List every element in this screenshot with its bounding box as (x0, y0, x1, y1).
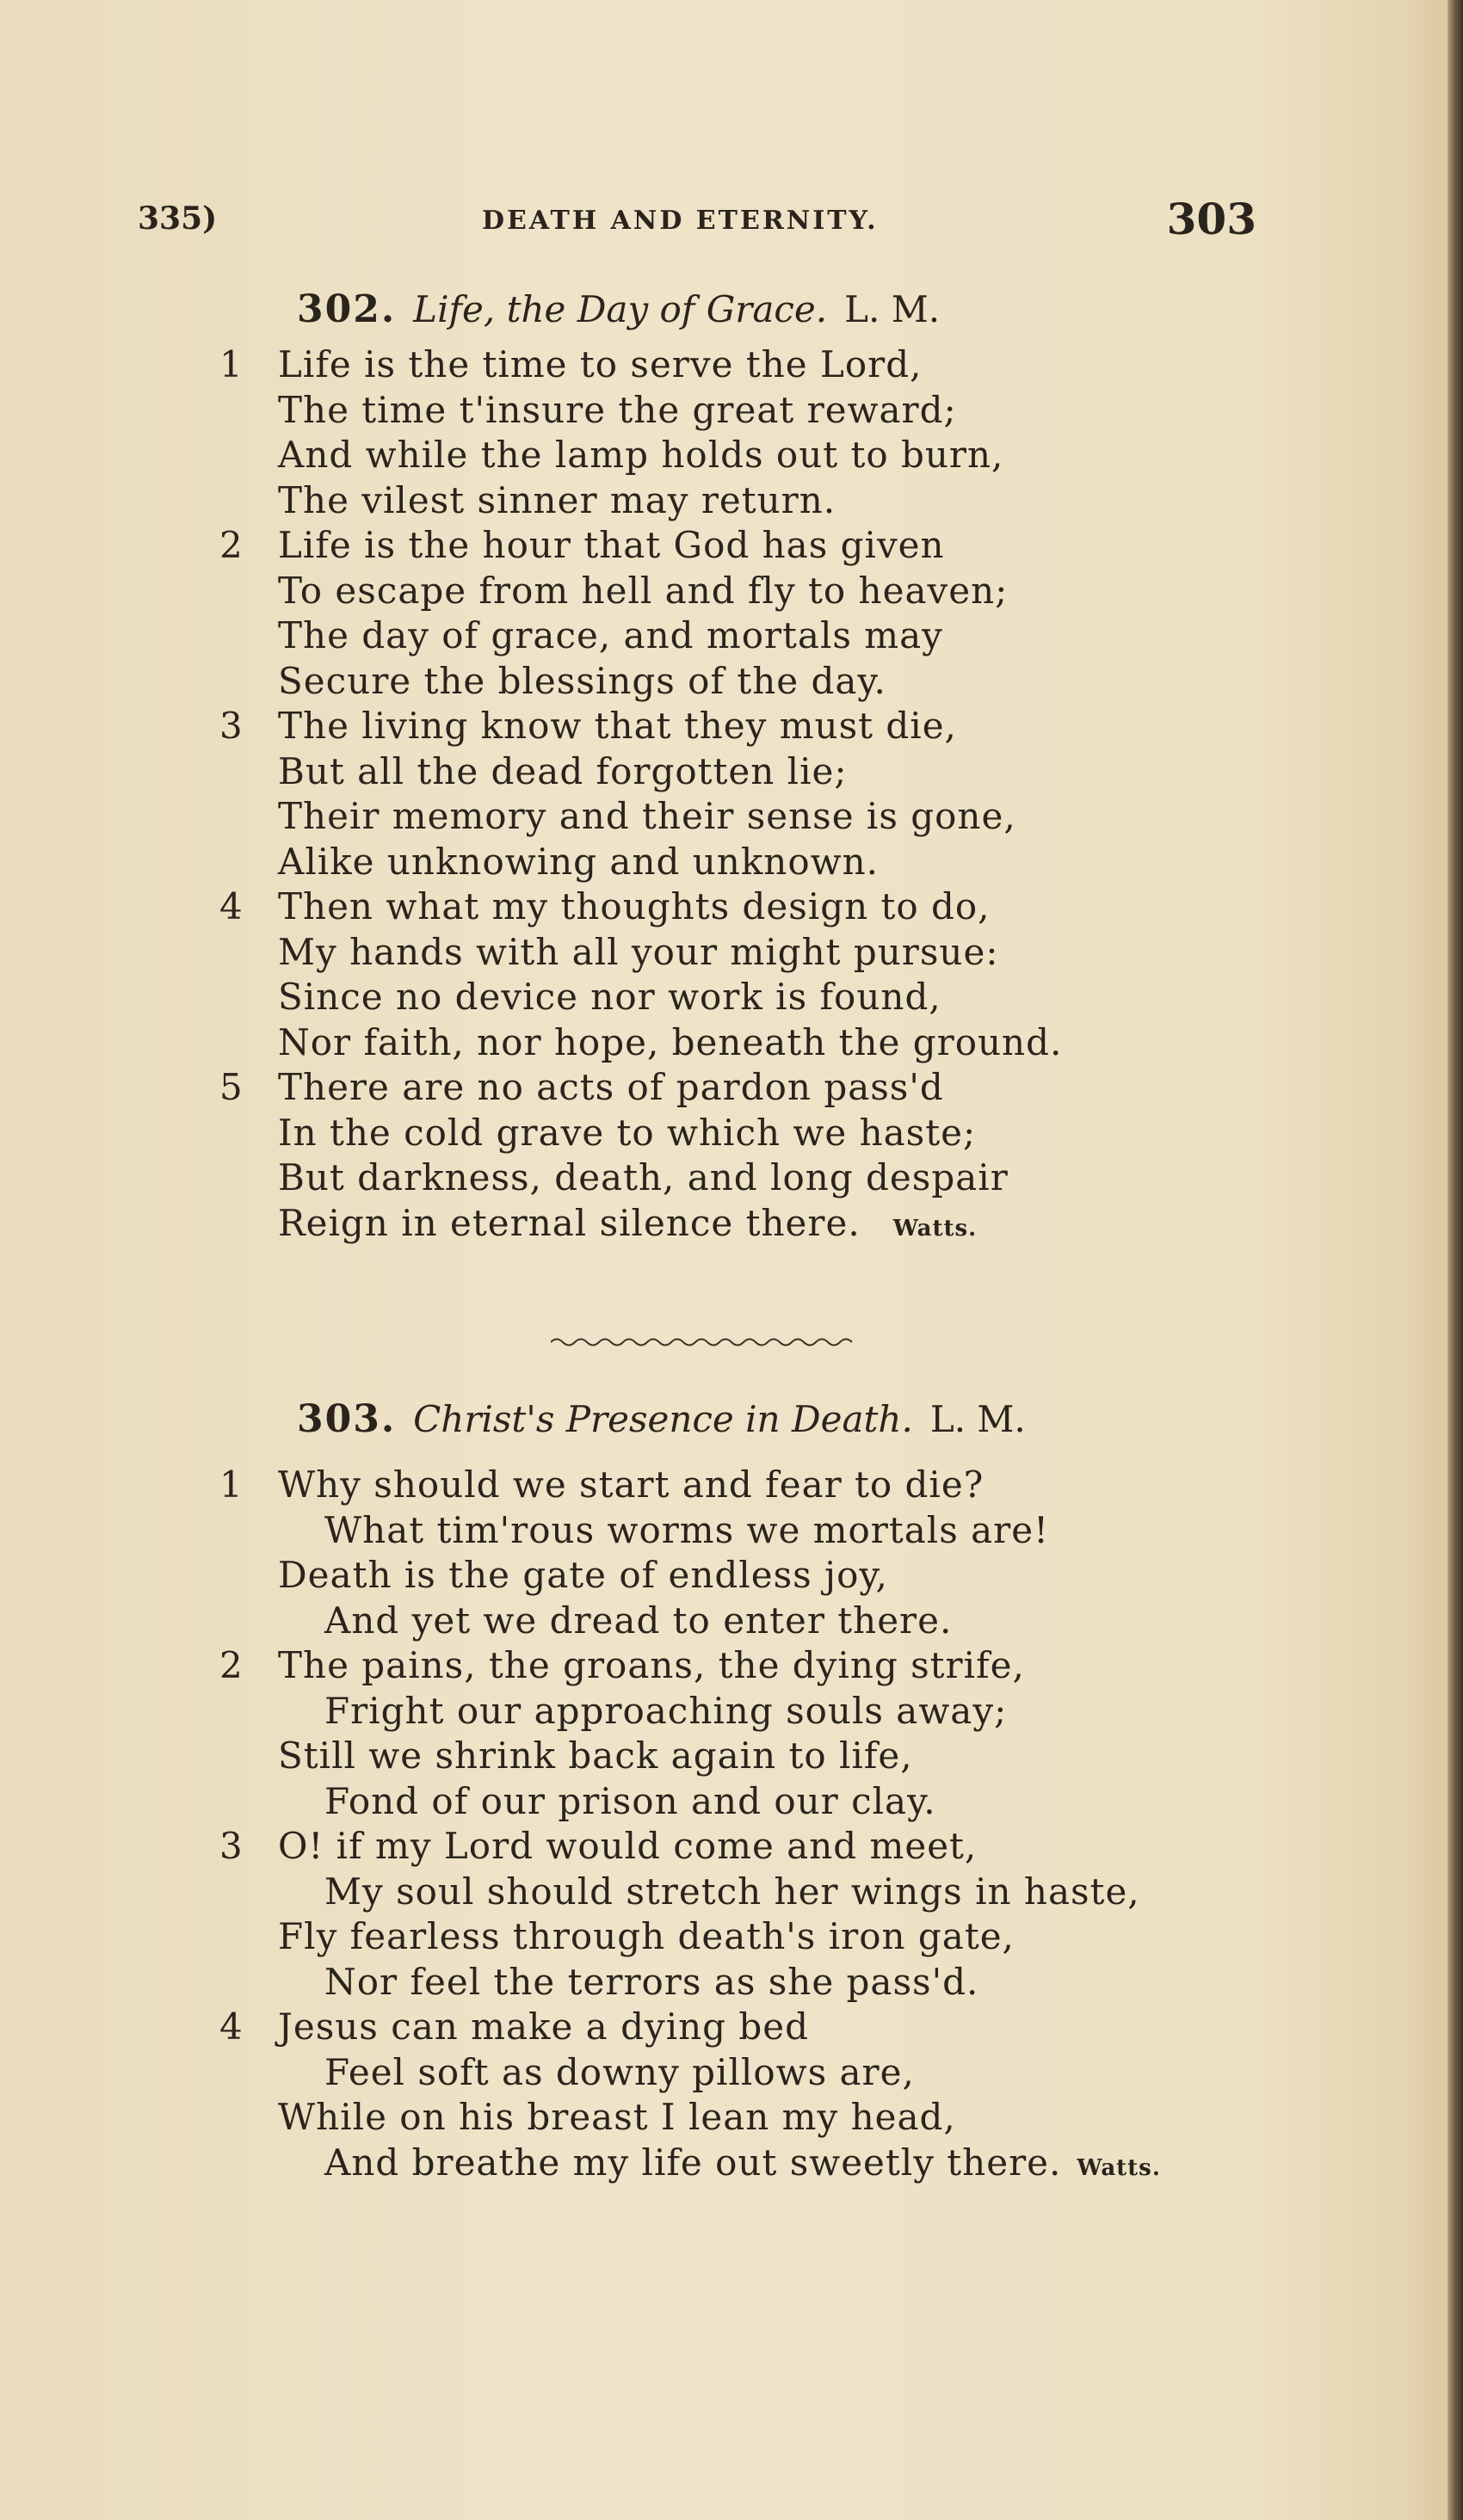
verse-line: To escape from hell and fly to heaven; (278, 569, 1009, 612)
ornamental-divider (551, 1334, 861, 1351)
verse-line: And yet we dread to enter there. (324, 1599, 953, 1642)
verse-number: 1 (219, 1463, 243, 1506)
verse-number: 2 (219, 1644, 243, 1686)
verse-line: Death is the gate of endless joy, (278, 1554, 888, 1596)
verse-line: Alike unknowing and unknown. (278, 840, 879, 883)
hymn-303 (219, 1394, 1295, 2190)
verse (219, 884, 1295, 1065)
verse-number: 1 (219, 343, 243, 385)
verse-line: But all the dead forgotten lie; (278, 749, 848, 792)
verse-line: The day of grace, and mortals may (278, 614, 943, 656)
verse-number: 5 (219, 1066, 243, 1108)
verse-line: The living know that they must die, (278, 705, 957, 747)
verse-line: O! if my Lord would come and meet, (278, 1825, 978, 1867)
hymn-title (297, 284, 1295, 336)
verse-line: Jesus can make a dying bed (278, 2006, 810, 2048)
verse-line: Their memory and their sense is gone, (278, 795, 1016, 837)
hymn-author: Watts. (1077, 2154, 1161, 2181)
verse (219, 1824, 1295, 2005)
verse-line: But darkness, death, and long despair (278, 1156, 1009, 1198)
hymn-name: Life, the Day of Grace. (413, 288, 828, 330)
running-header (138, 194, 1256, 245)
verse-line: Secure the blessings of the day. (278, 659, 886, 702)
verse (219, 1463, 1295, 1643)
verse-line: Why should we start and fear to die? (278, 1463, 985, 1506)
section-title: DEATH AND ETERNITY. (482, 206, 879, 236)
verse-line: Then what my thoughts design to do, (278, 885, 991, 927)
verse-number: 2 (219, 524, 243, 566)
hymn-author: Watts. (892, 1215, 978, 1242)
verse (219, 704, 1295, 884)
verse-line: The pains, the groans, the dying strife, (278, 1644, 1025, 1686)
verse-line: My hands with all your might pursue: (278, 930, 999, 973)
verse (219, 1643, 1295, 1824)
verse (219, 2005, 1295, 2190)
hymn-meter: L. M. (844, 288, 941, 330)
verse-line: What tim'rous worms we mortals are! (324, 1508, 1049, 1551)
verse-line: Fly fearless through death's iron gate, (278, 1915, 1015, 1957)
verse-line (278, 1201, 1295, 1252)
hymn-range-label: 335) (138, 200, 218, 237)
verse-line: My soul should stretch her wings in haste, (324, 1870, 1140, 1913)
verse-line: Nor feel the terrors as she pass'd. (324, 1960, 979, 2003)
verse-line-text: And breathe my life out sweetly there. (324, 2141, 1062, 2184)
hymn-number: 303. (297, 1397, 397, 1441)
hymn-302 (219, 284, 1295, 1251)
verse-line: In the cold grave to which we haste; (278, 1111, 977, 1154)
verse-line (324, 2141, 1295, 2191)
verse-line: The time t'insure the great reward; (278, 388, 957, 431)
verse-line-text: Reign in eternal silence there. (278, 1201, 861, 1244)
verse (219, 523, 1295, 704)
hymn-name: Christ's Presence in Death. (413, 1398, 913, 1440)
verse-line: Nor faith, nor hope, beneath the ground. (278, 1020, 1063, 1063)
hymn-meter: L. M. (929, 1398, 1026, 1440)
verse-number: 4 (219, 885, 243, 927)
verse (219, 1065, 1295, 1251)
verse-line: There are no acts of pardon pass'd (278, 1066, 944, 1108)
verse-line: Fond of our prison and our clay. (324, 1779, 936, 1822)
verse (219, 342, 1295, 523)
verse-number: 4 (219, 2006, 243, 2048)
verse-line: Feel soft as downy pillows are, (324, 2050, 915, 2093)
verse-line: Still we shrink back again to life, (278, 1734, 913, 1777)
verse-number: 3 (219, 1825, 243, 1867)
verse-number: 3 (219, 705, 243, 747)
verse-line: Life is the time to serve the Lord, (278, 343, 923, 385)
verse-line: And while the lamp holds out to burn, (278, 434, 1004, 476)
hymn-number: 302. (297, 287, 397, 331)
page-edge-shadow (1448, 0, 1463, 2520)
hymn-title (297, 1394, 1295, 1445)
verse-line: While on his breast I lean my head, (278, 2096, 956, 2138)
page-number: 303 (1166, 194, 1256, 244)
verse-line: Life is the hour that God has given (278, 524, 945, 566)
verse-line: The vilest sinner may return. (278, 478, 836, 521)
verse-line: Fright our approaching souls away; (324, 1689, 1008, 1732)
verse-line: Since no device nor work is found, (278, 976, 941, 1018)
